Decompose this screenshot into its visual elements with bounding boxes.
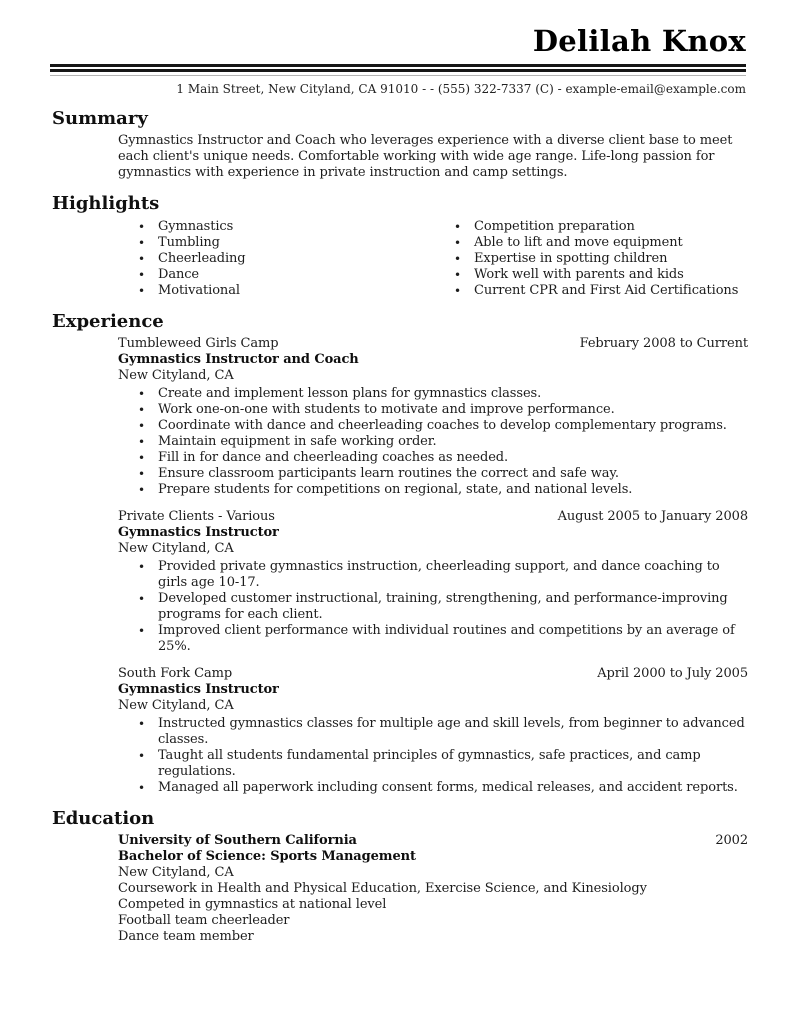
experience-section	[118, 336, 748, 796]
summary-text: Gymnastics Instructor and Coach who leverages experience with a diverse client base to meet each client's unique needs. Comfortable working with wide age range. Life-long passion for gymnastics with experience in private instruction and camp settings.	[118, 132, 733, 180]
section-heading-education: Education	[52, 808, 155, 830]
highlight-label: Tumbling	[158, 235, 220, 251]
job-duty	[138, 418, 748, 434]
job-entry-south-fork-camp	[118, 666, 748, 796]
job-duty-text: Instructed gymnastics classes for multiple age and skill levels, from beginner to advanced classes.	[158, 716, 745, 748]
job-duty-text: Coordinate with dance and cheerleading coaches to develop complementary programs.	[158, 418, 727, 434]
highlight-label: Able to lift and move equipment	[474, 235, 683, 251]
job-duty	[138, 623, 748, 655]
highlight-label: Motivational	[158, 283, 240, 299]
bullet-dot-icon: •	[138, 483, 145, 498]
job-title: Gymnastics Instructor	[118, 525, 279, 541]
section-heading-experience: Experience	[52, 311, 164, 333]
highlight-item	[138, 235, 454, 251]
job-dates: February 2008 to Current	[579, 336, 748, 352]
job-duty	[138, 591, 748, 623]
job-duty-text: Create and implement lesson plans for gymnastics classes.	[158, 386, 542, 402]
highlight-label: Dance	[158, 267, 200, 283]
summary-section	[118, 133, 748, 181]
job-duty	[138, 450, 748, 466]
job-duty-text: Maintain equipment in safe working order.	[158, 434, 437, 450]
bullet-dot-icon: •	[454, 252, 461, 267]
highlight-label: Competition preparation	[474, 219, 635, 235]
bullet-dot-icon: •	[138, 781, 145, 796]
highlight-item	[138, 219, 454, 235]
bullet-dot-icon: •	[138, 624, 145, 639]
bullet-dot-icon: •	[138, 252, 145, 267]
job-location: New Cityland, CA	[118, 368, 234, 384]
highlight-item	[454, 251, 748, 267]
highlight-item	[138, 283, 454, 299]
job-company: South Fork Camp	[118, 666, 233, 682]
highlight-item	[138, 267, 454, 283]
job-duty	[138, 482, 748, 498]
education-detail: Dance team member	[118, 929, 254, 945]
education-detail: Football team cheerleader	[118, 913, 290, 929]
section-heading-summary: Summary	[52, 107, 148, 129]
bullet-dot-icon: •	[454, 220, 461, 235]
bullet-dot-icon: •	[138, 268, 145, 283]
bullet-dot-icon: •	[138, 435, 145, 450]
bullet-dot-icon: •	[138, 467, 145, 482]
education-year: 2002	[715, 833, 748, 849]
bullet-dot-icon: •	[138, 592, 145, 607]
highlight-label: Work well with parents and kids	[474, 267, 684, 283]
bullet-dot-icon: •	[454, 284, 461, 299]
bullet-dot-icon: •	[138, 284, 145, 299]
job-location: New Cityland, CA	[118, 698, 234, 714]
bullet-dot-icon: •	[454, 268, 461, 283]
job-duty-text: Taught all students fundamental principles of gymnastics, safe practices, and camp regulations.	[158, 748, 701, 780]
education-detail: Coursework in Health and Physical Education, Exercise Science, and Kinesiology	[118, 881, 647, 897]
job-duty	[138, 748, 748, 780]
job-duty-text: Ensure classroom participants learn routines the correct and safe way.	[158, 466, 619, 482]
job-duty-text: Fill in for dance and cheerleading coaches as needed.	[158, 450, 509, 466]
education-detail: Competed in gymnastics at national level	[118, 897, 387, 913]
job-entry-tumbleweed-girls-camp	[118, 336, 748, 498]
job-duty-text: Prepare students for competitions on regional, state, and national levels.	[158, 482, 633, 498]
job-title: Gymnastics Instructor and Coach	[118, 352, 359, 368]
job-dates: August 2005 to January 2008	[557, 509, 748, 525]
highlight-label: Cheerleading	[158, 251, 246, 267]
job-company: Private Clients - Various	[118, 509, 275, 525]
divider-line-thin	[50, 75, 746, 76]
highlight-item	[454, 235, 748, 251]
highlight-item	[454, 219, 748, 235]
resume-name: Delilah Knox	[532, 24, 746, 58]
header-divider	[50, 64, 746, 76]
job-duty	[138, 716, 748, 748]
job-duty-list	[138, 386, 748, 498]
bullet-dot-icon: •	[138, 717, 145, 732]
highlight-item	[454, 267, 748, 283]
highlight-label: Current CPR and First Aid Certifications	[474, 283, 739, 299]
job-duty	[138, 466, 748, 482]
highlights-section	[118, 217, 748, 299]
job-duty-text: Work one-on-one with students to motivate and improve performance.	[158, 402, 615, 418]
highlight-item	[138, 251, 454, 267]
bullet-dot-icon: •	[138, 236, 145, 251]
highlights-right-column	[454, 219, 748, 299]
bullet-dot-icon: •	[138, 560, 145, 575]
job-duty-list	[138, 716, 748, 796]
education-section	[118, 833, 748, 945]
job-title: Gymnastics Instructor	[118, 682, 279, 698]
contact-line: 1 Main Street, New Cityland, CA 91010 - - (555) 322-7337 (C) - example-email@example.com	[176, 81, 746, 96]
job-dates: April 2000 to July 2005	[597, 666, 748, 682]
job-duty	[138, 780, 748, 796]
job-duty-list	[138, 559, 748, 655]
bullet-dot-icon: •	[138, 403, 145, 418]
job-company: Tumbleweed Girls Camp	[118, 336, 279, 352]
section-heading-highlights: Highlights	[52, 192, 160, 214]
divider-line-bottom	[50, 69, 746, 72]
highlight-label: Expertise in spotting children	[474, 251, 668, 267]
education-degree: Bachelor of Science: Sports Management	[118, 849, 416, 865]
highlight-item	[454, 283, 748, 299]
bullet-dot-icon: •	[138, 749, 145, 764]
job-location: New Cityland, CA	[118, 541, 234, 557]
bullet-dot-icon: •	[138, 451, 145, 466]
job-duty	[138, 559, 748, 591]
job-duty	[138, 434, 748, 450]
highlights-left-column	[138, 219, 454, 299]
job-entry-private-clients	[118, 509, 748, 655]
bullet-dot-icon: •	[138, 387, 145, 402]
job-duty-text: Managed all paperwork including consent forms, medical releases, and accident reports.	[158, 780, 738, 796]
job-duty	[138, 402, 748, 418]
bullet-dot-icon: •	[454, 236, 461, 251]
job-duty-text: Developed customer instructional, training, strengthening, and performance-improving programs for each client.	[158, 591, 728, 623]
bullet-dot-icon: •	[138, 220, 145, 235]
education-school: University of Southern California	[118, 833, 357, 849]
job-duty-text: Improved client performance with individual routines and competitions by an average of 25%.	[158, 623, 735, 655]
highlight-label: Gymnastics	[158, 219, 234, 235]
job-duty	[138, 386, 748, 402]
job-duty-text: Provided private gymnastics instruction, cheerleading support, and dance coaching to girls age 10-17.	[158, 559, 720, 591]
bullet-dot-icon: •	[138, 419, 145, 434]
education-location: New Cityland, CA	[118, 865, 234, 881]
